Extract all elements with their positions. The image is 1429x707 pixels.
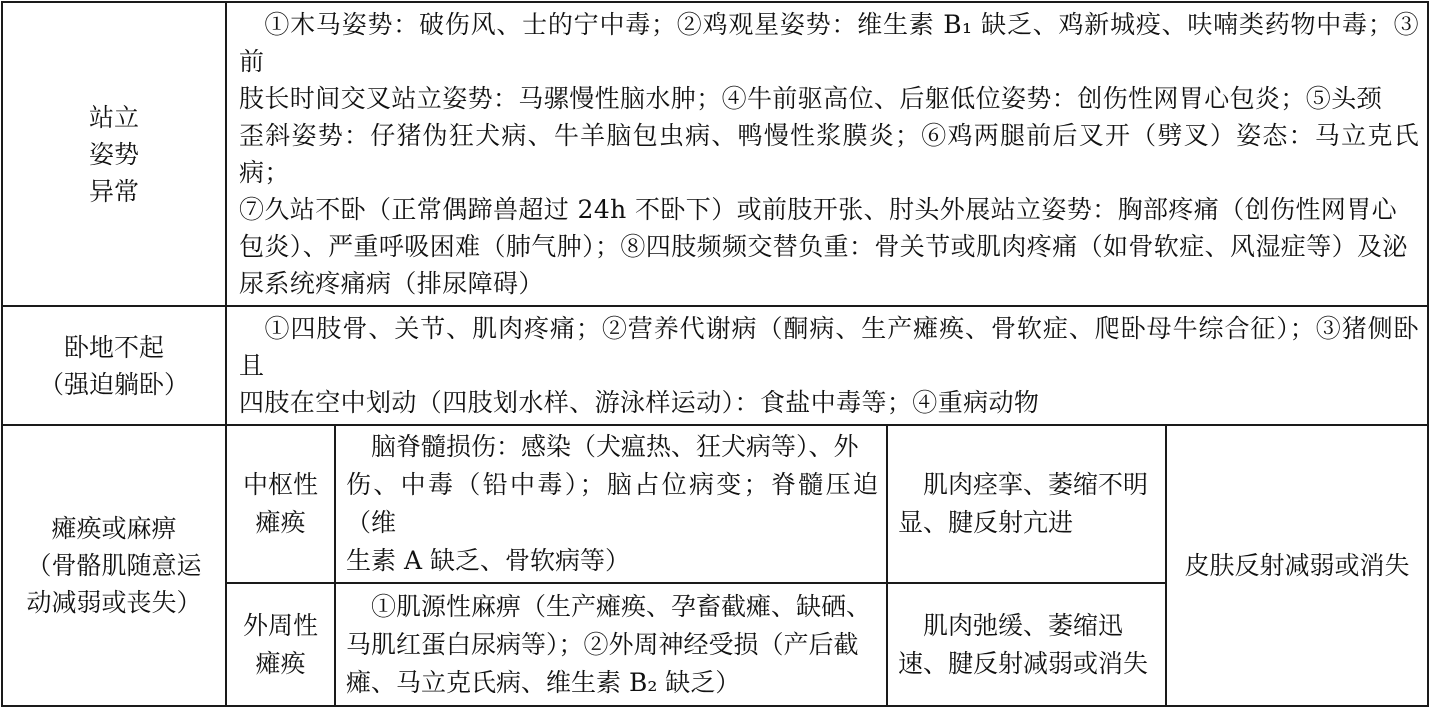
- sub-label-line: 瘫痪: [255, 648, 306, 678]
- text-line: ⑦久站不卧（正常偶蹄兽超过 24h 不卧下）或前肢开张、肘头外展站立姿势：胸部疼痛（创伤性网胃心: [239, 195, 1398, 224]
- row-recumbent: [2, 306, 1428, 425]
- text-line: 伤、中毒（铅中毒）；脑占位病变；脊髓压迫（维: [346, 470, 878, 537]
- category-line: 姿势: [88, 139, 139, 169]
- sub-label-line: 中枢性: [242, 470, 318, 499]
- row-central-paralysis: [2, 425, 1428, 583]
- category-line: 动减弱或丧失）: [26, 588, 202, 617]
- text-line: ①木马姿势：破伤风、士的宁中毒；②鸡观星姿势：维生素 B₁ 缺乏、鸡新城疫、呋喃类药物中毒；③前: [239, 10, 1419, 76]
- text-line: 脑脊髓损伤：感染（犬瘟热、狂犬病等）、外: [371, 432, 859, 461]
- label-central: [226, 425, 335, 583]
- text-line: 肌肉弛缓、萎缩迅: [923, 610, 1124, 640]
- text-line: 尿系统疼痛病（排尿障碍）: [239, 269, 544, 298]
- text-line: 包炎）、严重呼吸困难（肺气肿）；⑧四肢频频交替负重：骨关节或肌肉疼痛（如骨软症、风湿症等）及泌: [239, 232, 1408, 261]
- signs-peripheral: [887, 583, 1166, 706]
- sub-label-line: 外周性: [242, 610, 318, 640]
- text-line: 马肌红蛋白尿病等）；②外周神经受损（产后截: [346, 629, 859, 659]
- text-line: 显、腱反射亢进: [898, 508, 1074, 537]
- description-standing: [226, 2, 1428, 306]
- text-line: 瘫、马立克氏病、维生素 B₂ 缺乏）: [346, 667, 741, 697]
- category-line: （骨骼肌随意运: [26, 551, 202, 580]
- causes-central: [335, 425, 887, 583]
- text-line: 四肢在空中划动（四肢划水样、游泳样运动）：食盐中毒等；④重病动物: [239, 388, 1040, 417]
- text-line: 速、腱反射减弱或消失: [898, 648, 1149, 678]
- description-recumbent: [226, 306, 1428, 425]
- category-standing: [2, 2, 226, 306]
- causes-peripheral: [335, 583, 887, 706]
- category-line: 瘫痪或麻痹: [51, 514, 177, 543]
- category-line: 异常: [88, 176, 139, 206]
- text-line: 生素 A 缺乏、骨软病等）: [346, 546, 630, 575]
- category-line: 卧地不起: [63, 332, 164, 362]
- category-line: 站立: [88, 102, 139, 132]
- text-line: ①四肢骨、关节、肌肉疼痛；②营养代谢病（酮病、生产瘫痪、骨软症、爬卧母牛综合征）；③猪侧卧且: [239, 314, 1419, 380]
- category-recumbent: [2, 306, 226, 425]
- sub-label-line: 瘫痪: [255, 508, 306, 537]
- symptom-table: [1, 1, 1429, 707]
- label-peripheral: [226, 583, 335, 706]
- signs-central: [887, 425, 1166, 583]
- text-line: 歪斜姿势：仔猪伪狂犬病、牛羊脑包虫病、鸭慢性浆膜炎；⑥鸡两腿前后叉开（劈叉）姿态：马立克氏病；: [239, 121, 1419, 187]
- text-line: 肢长时间交叉站立姿势：马骡慢性脑水肿；④牛前驱高位、后躯低位姿势：创伤性网胃心包炎；⑤头颈: [239, 84, 1383, 113]
- text-line: 肌肉痉挛、萎缩不明: [923, 470, 1149, 499]
- category-line: （强迫躺卧）: [38, 369, 189, 399]
- text-line: ①肌源性麻痹（生产瘫痪、孕畜截瘫、缺硒、: [371, 591, 872, 621]
- skin-reflex: 皮肤反射减弱或消失: [1166, 425, 1428, 706]
- category-paralysis: [2, 425, 226, 706]
- row-standing: [2, 2, 1428, 306]
